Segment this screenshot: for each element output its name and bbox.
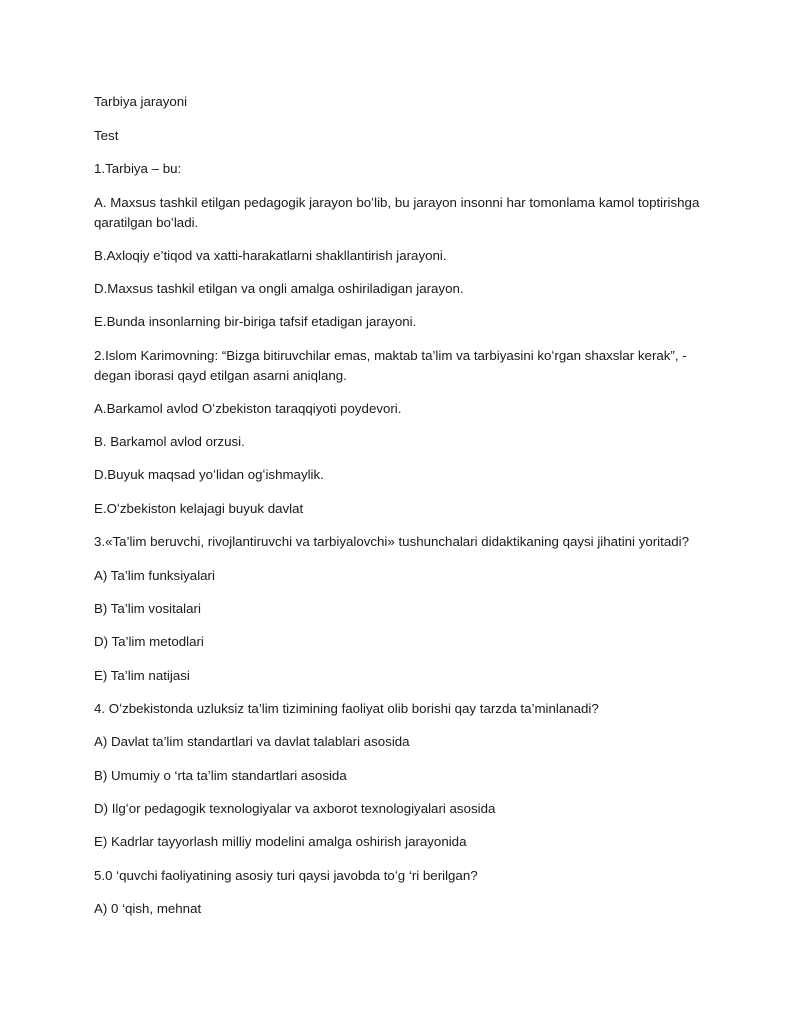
answer-3b: B) Ta’lim vositalari (94, 601, 201, 616)
document-title: Tarbiya jarayoni (94, 94, 188, 109)
answer-2b: B. Barkamol avlod orzusi. (94, 434, 245, 449)
document-subtitle: Test (94, 128, 119, 143)
answer-1a: A. Maxsus tashkil etilgan pedagogik jarayon boʻlib, bu jarayon insonni har tomonlama kamol toptirishga qaratilgan boʻladi. (94, 195, 700, 230)
answer-5a: A) 0 ‘qish, mehnat (94, 901, 202, 916)
answer-4a: A) Davlat ta’lim standartlari va davlat talablari asosida (94, 734, 410, 749)
answer-1d: D.Maxsus tashkil etilgan va ongli amalga oshiriladigan jarayon. (94, 281, 464, 296)
answer-3a: A) Ta’lim funksiyalari (94, 568, 215, 583)
answer-2a: A.Barkamol avlod Oʻzbekiston taraqqiyoti poydevori. (94, 401, 402, 416)
question-3: 3.«Ta’lim beruvchi, rivojlantiruvchi va tarbiyalovchi» tushunchalari didaktikaning qaysi jihatini yoritadi? (94, 534, 689, 549)
question-2: 2.Islom Karimovning: “Bizga bitiruvchilar emas, maktab ta’lim va tarbiyasini koʻrgan shaxslar kerak”, - degan iborasi qayd etilgan asarni aniqlang. (94, 348, 687, 383)
answer-4b: B) Umumiy o ‘rta ta’lim standartlari asosida (94, 768, 347, 783)
question-5: 5.0 ‘quvchi faoliyatining asosiy turi qaysi javobda toʻg ‘ri berilgan? (94, 868, 478, 883)
answer-3e: E) Ta’lim natijasi (94, 668, 190, 683)
answer-4e: E) Kadrlar tayyorlash milliy modelini amalga oshirish jarayonida (94, 834, 467, 849)
answer-2e: E.Oʻzbekiston kelajagi buyuk davlat (94, 501, 304, 516)
answer-1e: E.Bunda insonlarning bir-biriga tafsif etadigan jarayoni. (94, 314, 417, 329)
question-1: 1.Tarbiya – bu: (94, 161, 182, 176)
answer-4d: D) Ilgʻor pedagogik texnologiyalar va axborot texnologiyalari asosida (94, 801, 496, 816)
answer-3d: D) Ta’lim metodlari (94, 634, 204, 649)
answer-2d: D.Buyuk maqsad yoʻlidan ogʻishmaylik. (94, 467, 324, 482)
answer-1b: B.Axloqiy e’tiqod va xatti-harakatlarni shakllantirish jarayoni. (94, 248, 447, 263)
question-4: 4. Oʻzbekistonda uzluksiz ta’lim tizimining faoliyat olib borishi qay tarzda ta’minlanadi? (94, 701, 599, 716)
